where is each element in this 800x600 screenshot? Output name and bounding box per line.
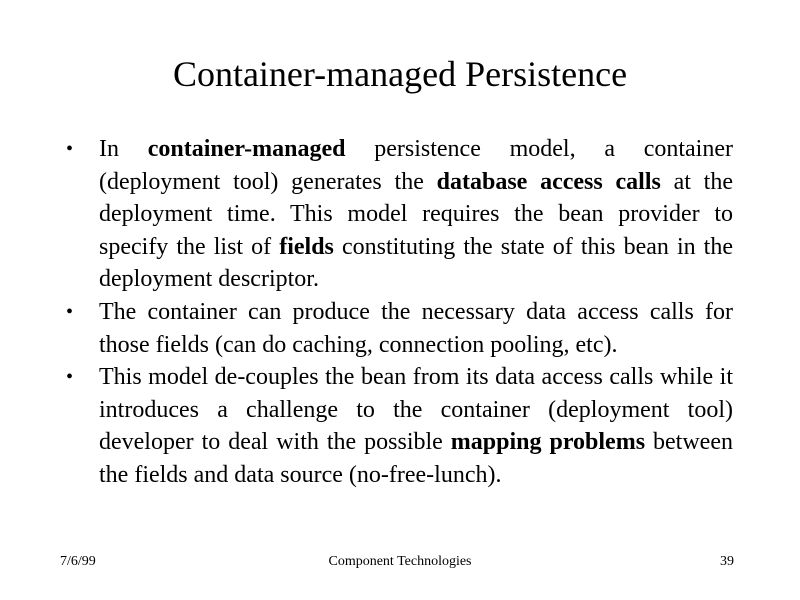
text-run: In	[99, 136, 148, 162]
bullet-item	[66, 361, 733, 491]
footer-date: 7/6/99	[60, 554, 96, 569]
emphasis-text: database access calls	[436, 168, 661, 195]
text-run: The container can produce the necessary data access calls for those fields (can do caching, connection pooling, etc).	[99, 298, 733, 358]
text-run: persistence model, a container (deployment tool) generates the	[99, 136, 733, 195]
bullet-dot-icon: •	[66, 138, 74, 160]
text-run: between the fields and data source (no-free-lunch).	[99, 429, 733, 488]
emphasis-text: fields	[279, 233, 334, 260]
text-run: constituting the state of this bean in the deployment descriptor.	[99, 233, 733, 293]
bullet-item	[66, 133, 733, 296]
text-run: at the deployment time. This model requires the bean provider to specify the list of	[99, 168, 734, 260]
emphasis-text: mapping problems	[450, 429, 646, 456]
bullet-text	[99, 136, 733, 292]
bullet-list	[66, 133, 733, 492]
bullet-dot-icon: •	[66, 300, 74, 323]
emphasis-text: container-managed	[147, 136, 346, 162]
bullet-item	[66, 296, 733, 361]
text-run: This model de-couples the bean from its data access calls while it introduces a challenge to the container (deployment tool) developer to deal with the possible	[99, 364, 733, 456]
slide-title: Container-managed Persistence	[172, 54, 628, 94]
bullet-dot-icon: •	[66, 366, 74, 389]
page-number: 39	[720, 554, 734, 569]
bullet-text	[99, 299, 733, 358]
footer-title: Component Technologies	[328, 554, 472, 569]
bullet-text	[99, 364, 733, 488]
